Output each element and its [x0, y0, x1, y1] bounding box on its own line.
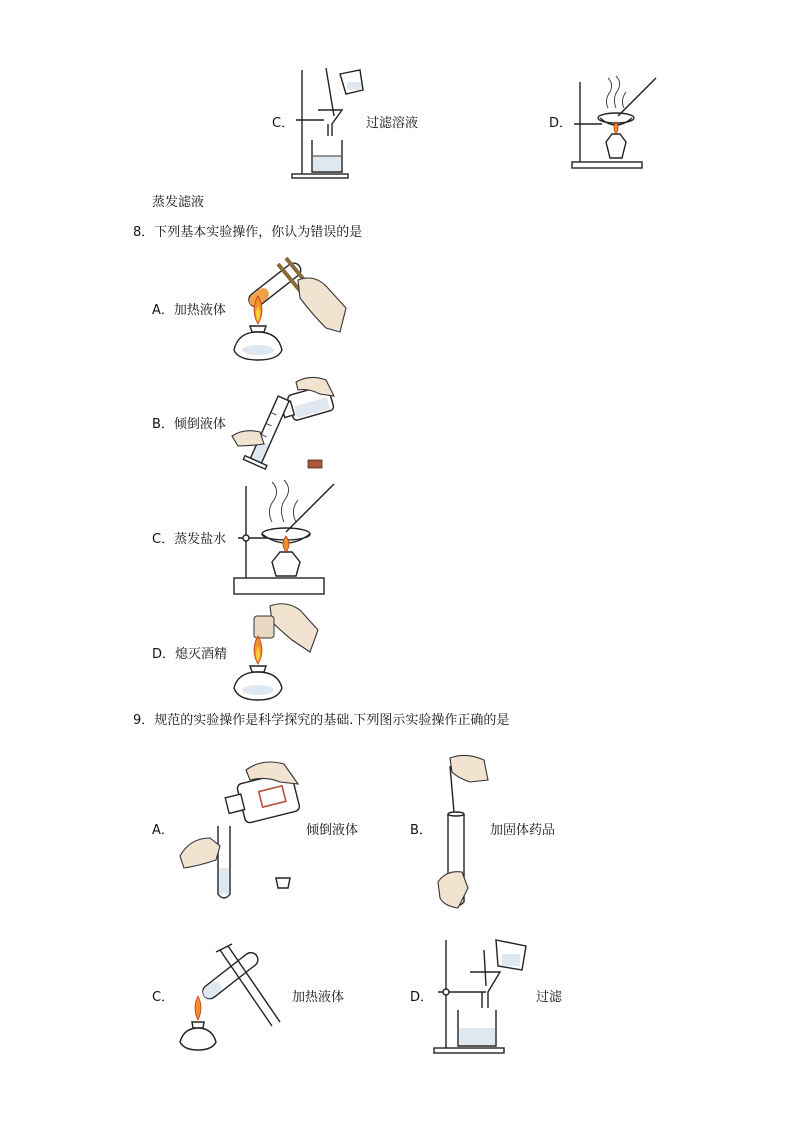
filtration-apparatus-figure — [290, 66, 365, 182]
q7-option-d-letter: D． — [549, 116, 573, 131]
q8-option-c: C．蒸发盐水 — [152, 532, 227, 547]
q9-option-a-letter: A． — [152, 823, 174, 838]
q9-option-c-letter: C． — [152, 990, 175, 1005]
extinguishing-lamp-figure — [230, 600, 322, 704]
q9-option-c-label: 加热液体 — [292, 990, 345, 1005]
pouring-liquid-tube-figure — [176, 756, 306, 906]
heating-liquid-tube-figure — [176, 940, 286, 1054]
q7-option-d-label: 蒸发滤液 — [152, 195, 205, 210]
q9-option-b-label: 加固体药品 — [490, 823, 556, 838]
q9-option-a-label: 倾倒液体 — [306, 823, 359, 838]
q9-option-d-label: 过滤 — [536, 990, 563, 1005]
q7-option-c-letter: C． — [272, 116, 295, 131]
q9-option-b-letter: B． — [410, 823, 432, 838]
q8-option-d: D．熄灭酒精 — [152, 647, 228, 662]
q9-option-d-letter: D． — [410, 990, 434, 1005]
q7-option-c-label: 过滤溶液 — [366, 116, 419, 131]
q8-stem: 8．下列基本实验操作，你认为错误的是 — [133, 225, 363, 240]
q9-stem: 9．规范的实验操作是科学探究的基础.下列图示实验操作正确的是 — [133, 713, 510, 728]
pouring-liquid-figure — [230, 374, 340, 476]
evaporating-brine-figure — [230, 478, 336, 600]
heating-liquid-figure — [228, 254, 350, 366]
adding-solid-figure — [436, 752, 492, 910]
filtration-figure — [430, 936, 534, 1058]
evaporation-apparatus-figure — [568, 72, 662, 172]
q8-option-a: A．加热液体 — [152, 303, 226, 318]
q8-option-b: B．倾倒液体 — [152, 417, 226, 432]
